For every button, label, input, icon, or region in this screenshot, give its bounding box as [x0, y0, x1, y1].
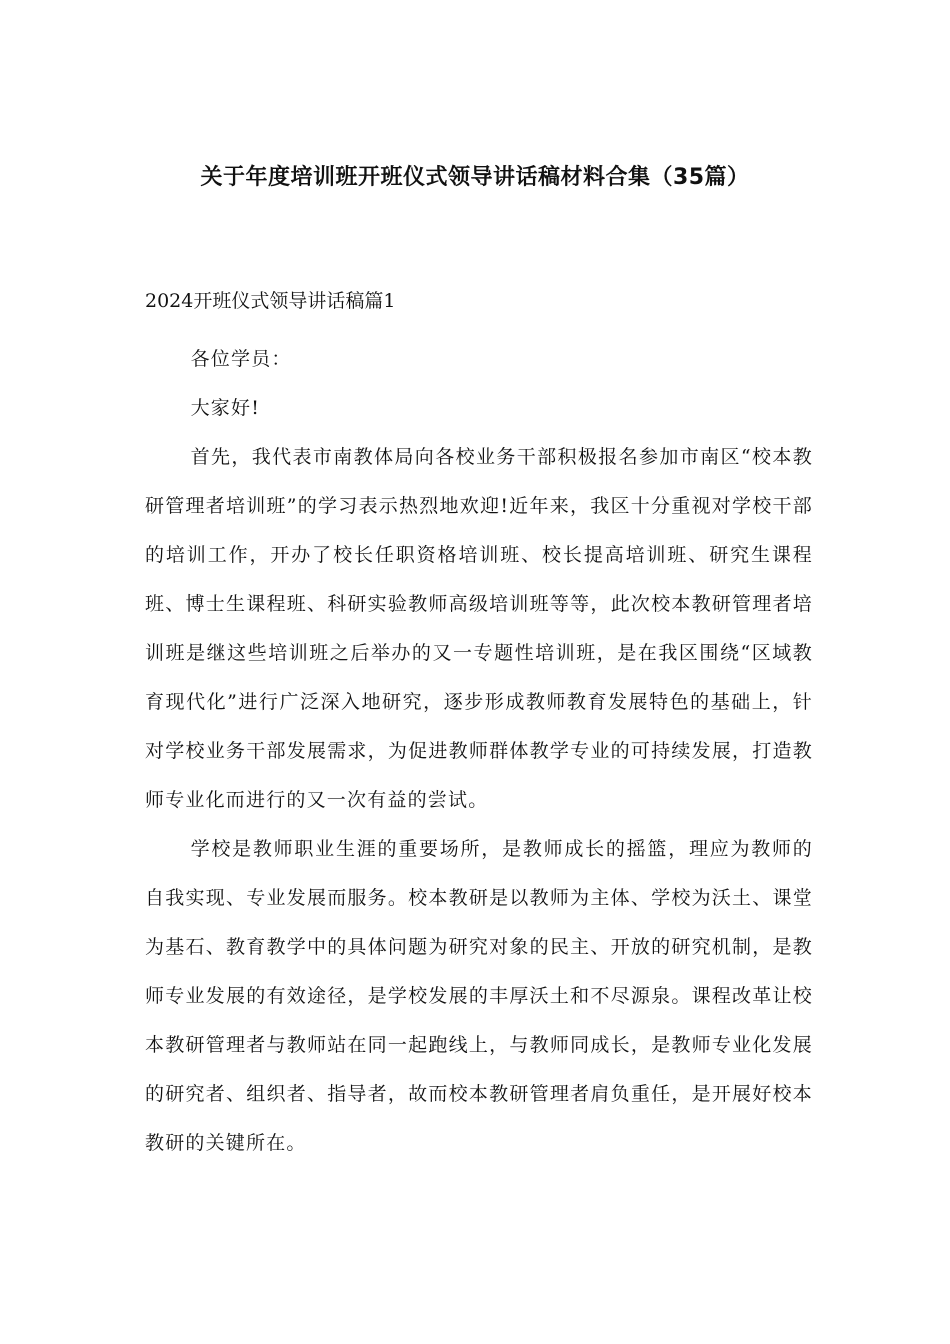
body-paragraph: 首先，我代表市南教体局向各校业务干部积极报名参加市南区“校本教研管理者培训班”的学习表示热烈地欢迎!近年来，我区十分重视对学校干部的培训工作，开办了校长任职资格培训班、校长提高培训班、研究生课程班、博士生课程班、科研实验教师高级培训班等等，此次校本教研管理者培训班是继这些培训班之后举办的又一专题性培训班，是在我区围绕“区域教育现代化”进行广泛深入地研究，逐步形成教师教育发展特色的基础上，针对学校业务干部发展需求，为促进教师群体教学专业的可持续发展，打造教师专业化而进行的又一次有益的尝试。	[145, 446, 813, 811]
document-title: 关于年度培训班开班仪式领导讲话稿材料合集（35篇）	[200, 165, 750, 190]
body-paragraph: 学校是教师职业生涯的重要场所，是教师成长的摇篮，理应为教师的自我实现、专业发展而服务。校本教研是以教师为主体、学校为沃土、课堂为基石、教育教学中的具体问题为研究对象的民主、开放的研究机制，是教师专业发展的有效途径，是学校发展的丰厚沃土和不尽源泉。课程改革让校本教研管理者与教师站在同一起跑线上，与教师同成长，是教师专业化发展的研究者、组织者、指导者，故而校本教研管理者肩负重任，是开展好校本教研的关键所在。	[145, 838, 813, 1154]
salutation: 各位学员：	[190, 348, 292, 370]
section-heading: 2024开班仪式领导讲话稿篇1	[145, 290, 396, 312]
document-body	[145, 335, 813, 1168]
greeting: 大家好!	[190, 397, 261, 419]
